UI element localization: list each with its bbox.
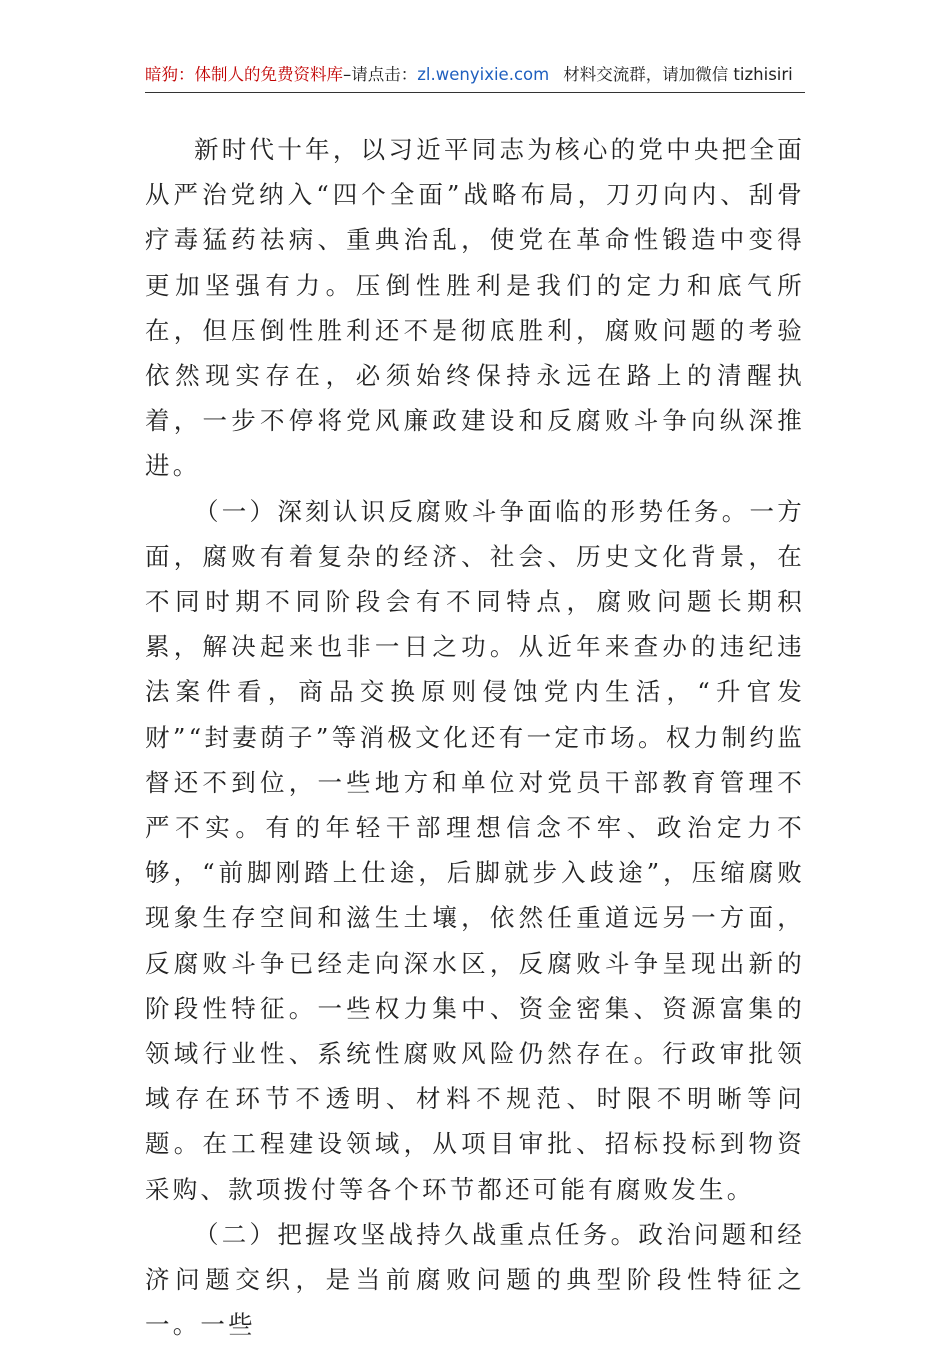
paragraph-section-1: （一）深刻认识反腐败斗争面临的形势任务。一方面，腐败有着复杂的经济、社会、历史文化背景，在不同时期不同阶段会有不同特点，腐败问题长期积累，解决起来也非一日之功。从近年来查办的违纪违法案件看，商品交换原则侵蚀党内生活，“升官发财”“封妻荫子”等消极文化还有一定市场。权力制约监督还不到位，一些地方和单位对党员干部教育管理不严不实。有的年轻干部理想信念不牢、政治定力不够，“前脚刚踏上仕途，后脚就步入歧途”，压缩腐败现象生存空间和滋生土壤，依然任重道远另一方面，反腐败斗争已经走向深水区，反腐败斗争呈现出新的阶段性特征。一些权力集中、资金密集、资源富集的领域行业性、系统性腐败风险仍然存在。行政审批领域存在环节不透明、材料不规范、时限不明晰等问题。在工程建设领域，从项目审批、招标投标到物资采购、款项拨付等各个环节都还可能有腐败发生。 xyxy=(145,496,805,1204)
header-site-link[interactable]: zl.wenyixie.com xyxy=(417,65,550,84)
header-contact: 材料交流群，请加微信 tizhisiri xyxy=(563,65,793,84)
document-body xyxy=(145,127,805,1347)
page-header xyxy=(145,58,805,93)
header-brand: 暗狗：体制人的免费资料库 xyxy=(145,65,343,84)
header-prompt: –请点击： xyxy=(343,65,418,84)
paragraph-section-2: （二）把握攻坚战持久战重点任务。政治问题和经济问题交织，是当前腐败问题的典型阶段性特征之一。一些 xyxy=(145,1219,805,1340)
paragraph-intro: 新时代十年，以习近平同志为核心的党中央把全面从严治党纳入“四个全面”战略布局，刀刃向内、刮骨疗毒猛药祛病、重典治乱，使党在革命性锻造中变得更加坚强有力。压倒性胜利是我们的定力和底气所在，但压倒性胜利还不是彻底胜利，腐败问题的考验依然现实存在，必须始终保持永远在路上的清醒执着，一步不停将党风廉政建设和反腐败斗争向纵深推进。 xyxy=(145,135,805,481)
